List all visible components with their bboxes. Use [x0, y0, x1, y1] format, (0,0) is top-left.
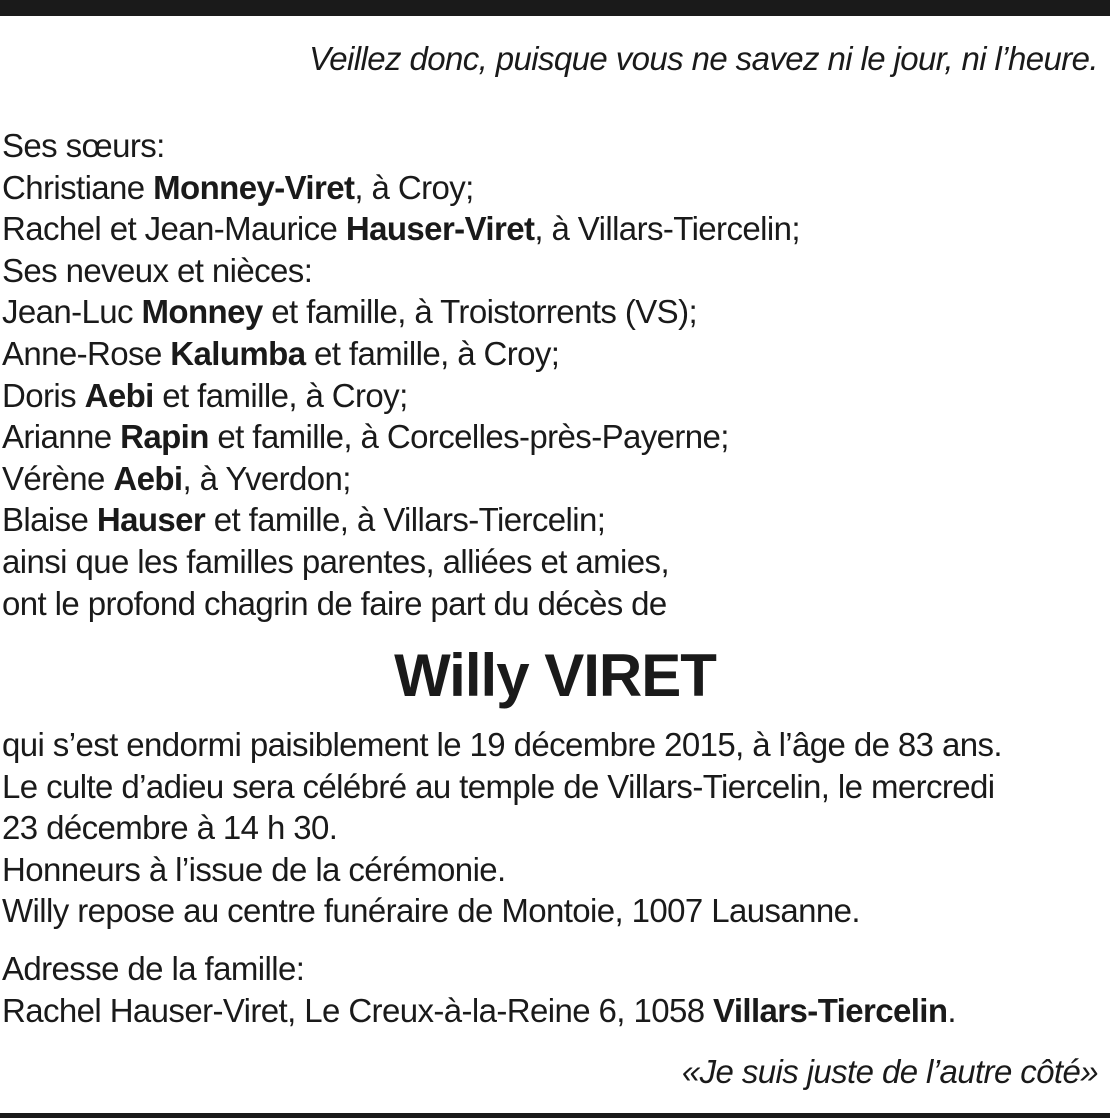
- address-town: Villars-Tiercelin: [713, 991, 948, 1029]
- list-item: Anne-Rose Kalumba et famille, à Croy;: [2, 334, 560, 372]
- list-item: Blaise Hauser et famille, à Villars-Tiercelin;: [2, 501, 606, 539]
- details-line: qui s’est endormi paisiblement le 19 décembre 2015, à l’âge de 83 ans.: [2, 726, 1002, 763]
- sisters-heading: Ses sœurs:: [2, 127, 165, 164]
- details-line: Honneurs à l’issue de la cérémonie.: [2, 850, 506, 888]
- details-line: Willy repose au centre funéraire de Montoie, 1007 Lausanne.: [2, 892, 860, 930]
- address-line: Rachel Hauser-Viret, Le Creux-à-la-Reine 6, 1058 Villars-Tiercelin.: [2, 991, 956, 1029]
- surname: Hauser: [96, 501, 206, 539]
- relatives-line: ainsi que les familles parentes, alliées et amies,: [2, 542, 670, 580]
- surname: Rapin: [120, 418, 209, 456]
- list-item: Rachel et Jean-Maurice Hauser-Viret, à Villars-Tiercelin;: [2, 210, 800, 248]
- announcement-line: ont le profond chagrin de faire part du décès de: [2, 584, 667, 622]
- family-address: [2, 948, 956, 1031]
- surname: Aebi: [84, 376, 154, 414]
- bottom-rule: [0, 1113, 1110, 1118]
- ceremony-details: [2, 724, 1002, 932]
- top-rule: [0, 0, 1110, 16]
- list-item: Christiane Monney-Viret, à Croy;: [2, 168, 474, 206]
- list-item: Jean-Luc Monney et famille, à Troistorrents (VS);: [2, 293, 698, 331]
- list-item: Doris Aebi et famille, à Croy;: [2, 376, 408, 414]
- epigraph: Veillez donc, puisque vous ne savez ni le jour, ni l’heure.: [309, 40, 1098, 77]
- surname: Monney-Viret: [153, 168, 355, 206]
- deceased-name: Willy VIRET: [394, 642, 716, 709]
- details-line: Le culte d’adieu sera célébré au temple de Villars-Tiercelin, le mercredi: [2, 767, 995, 805]
- surname: Kalumba: [170, 334, 306, 372]
- nephews-heading: Ses neveux et nièces:: [2, 251, 313, 289]
- surname: Monney: [141, 293, 263, 331]
- family-list: [2, 125, 800, 624]
- list-item: Arianne Rapin et famille, à Corcelles-près-Payerne;: [2, 418, 729, 456]
- details-line: 23 décembre à 14 h 30.: [2, 809, 338, 847]
- address-heading: Adresse de la famille:: [2, 950, 305, 987]
- surname: Hauser-Viret: [345, 210, 535, 248]
- closing-quote: «Je suis juste de l’autre côté»: [681, 1053, 1098, 1090]
- list-item: Vérène Aebi, à Yverdon;: [2, 459, 351, 497]
- surname: Aebi: [113, 459, 183, 497]
